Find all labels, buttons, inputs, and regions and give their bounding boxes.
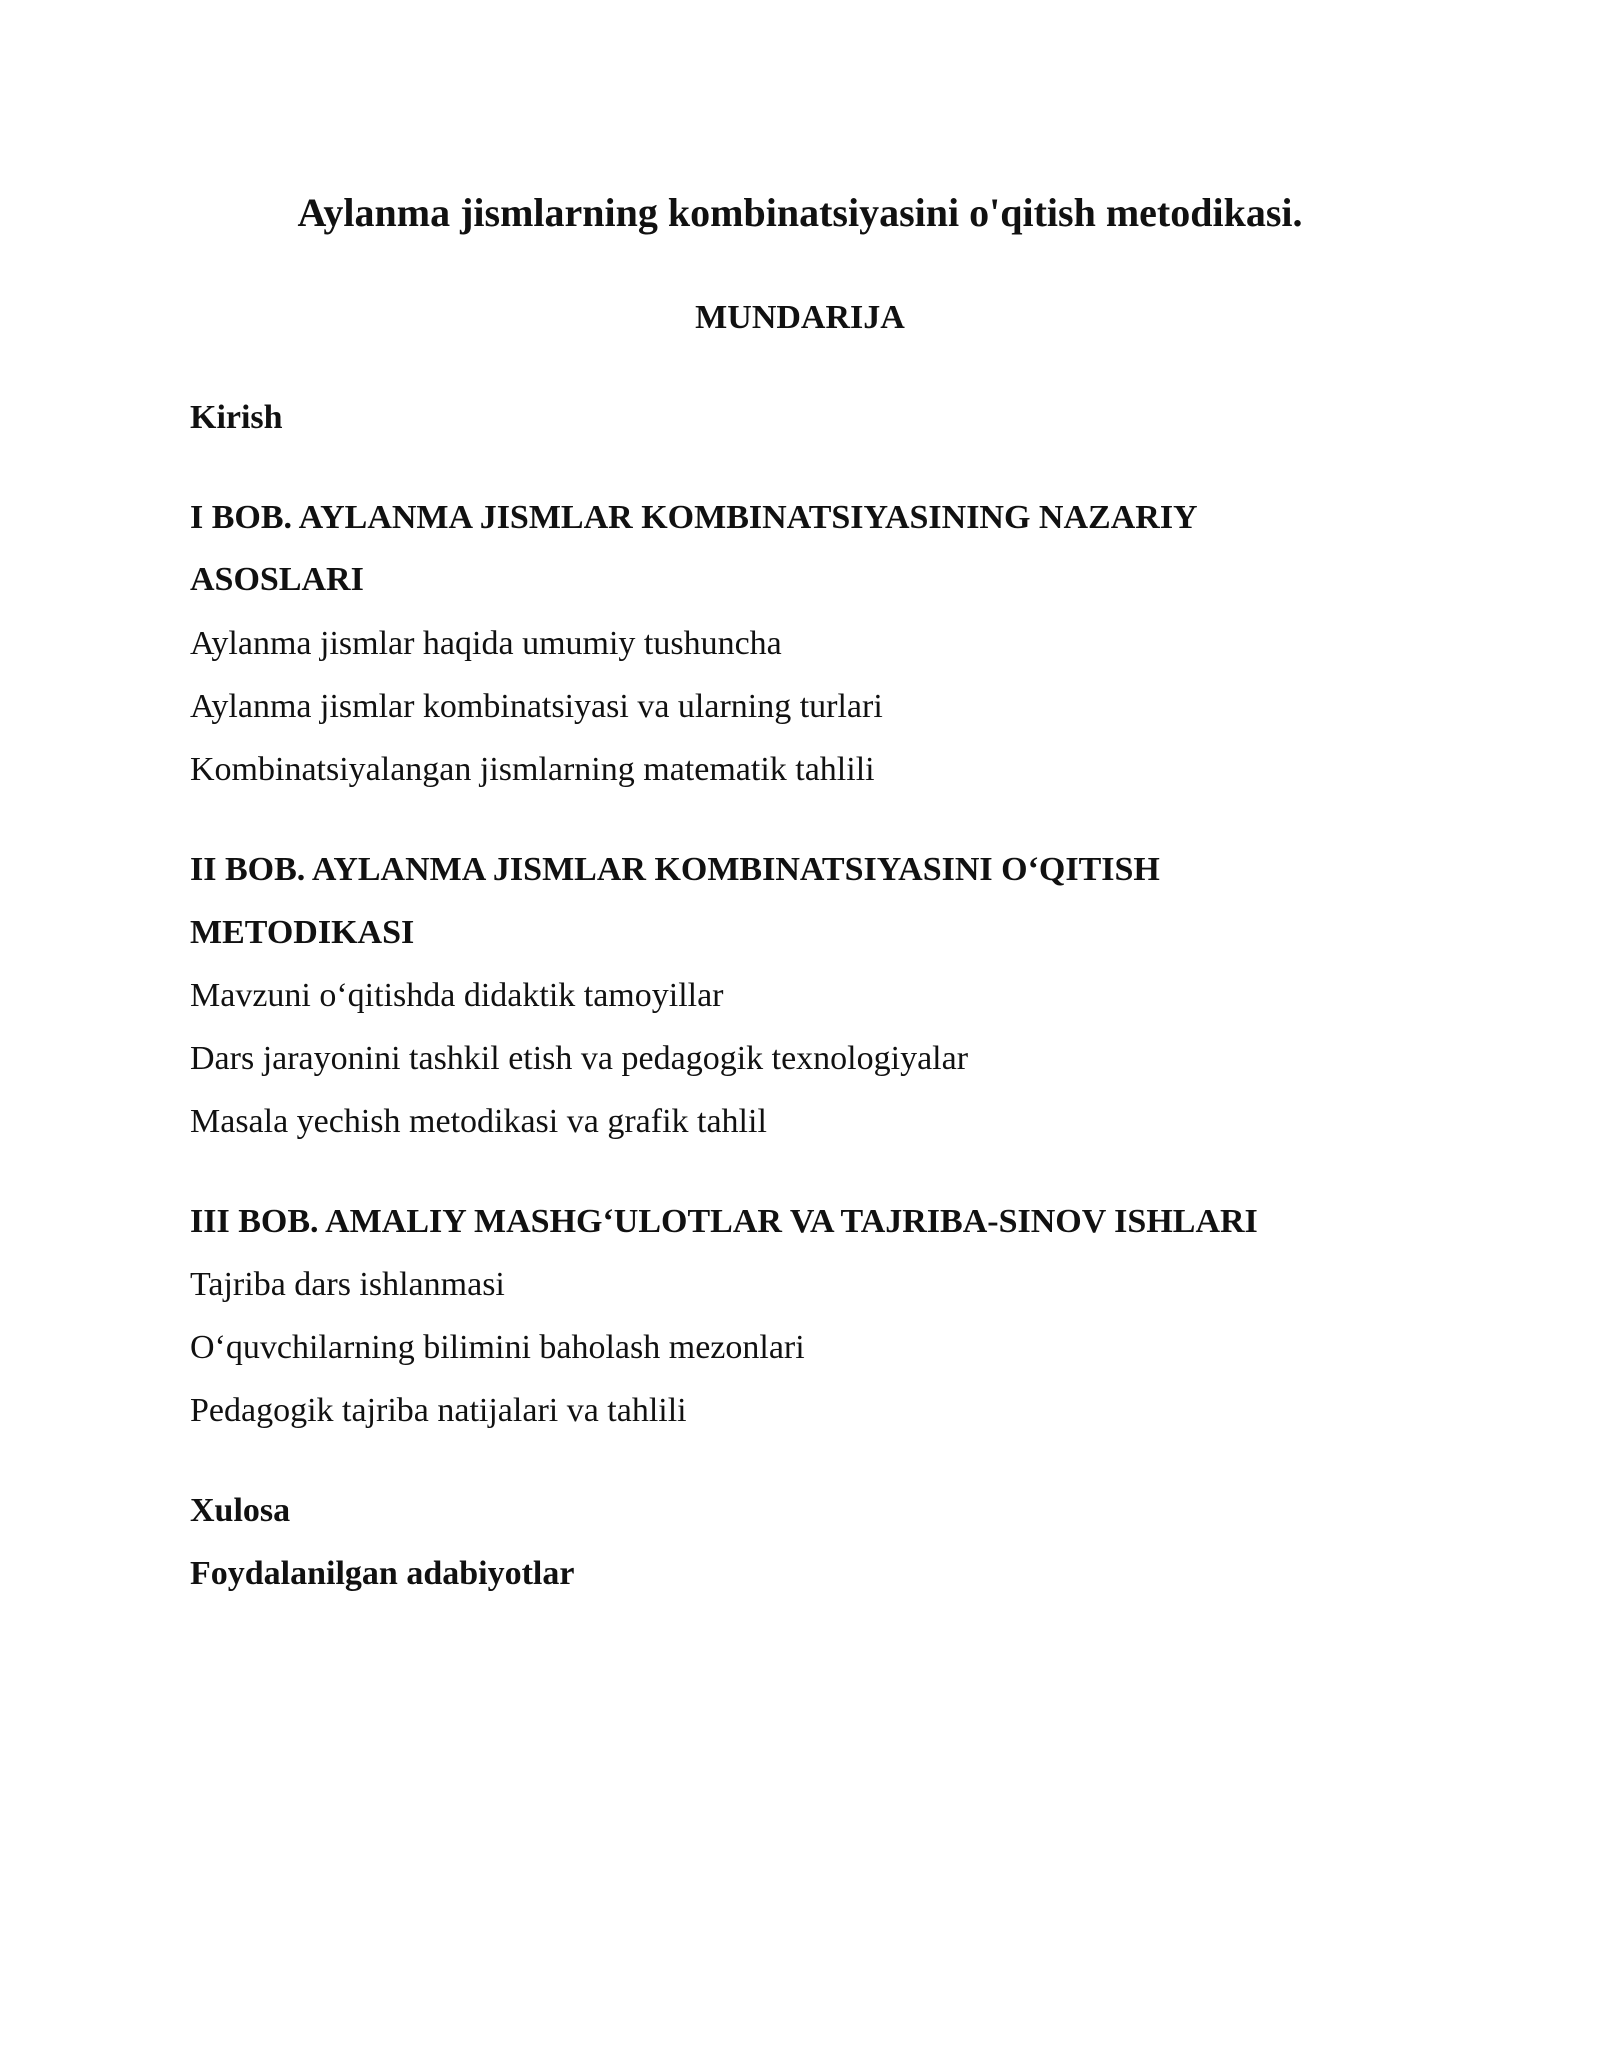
chapter1-item: Kombinatsiyalangan jismlarning matematik tahlili [190,751,875,788]
chapter2-item: Dars jarayonini tashkil etish va pedagogik texnologiyalar [190,1040,969,1077]
chapter2-heading-line2: METODIKASI [190,914,415,951]
chapter2-heading-line1: II BOB. AYLANMA JISMLAR KOMBINATSIYASINI O‘QITISH [190,851,1160,888]
toc-references: Foydalanilgan adabiyotlar [190,1555,575,1592]
toc-heading: MUNDARIJA [695,299,905,336]
chapter1-item: Aylanma jismlar kombinatsiyasi va ularning turlari [190,688,883,725]
chapter3-item: Tajriba dars ishlanmasi [190,1266,505,1303]
chapter1-heading-line1: I BOB. AYLANMA JISMLAR KOMBINATSIYASINING NAZARIY [190,499,1198,536]
chapter2-item: Mavzuni o‘qitishda didaktik tamoyillar [190,977,724,1014]
chapter3-item: Pedagogik tajriba natijalari va tahlili [190,1392,687,1429]
chapter2-item: Masala yechish metodikasi va grafik tahlil [190,1103,767,1140]
toc-intro: Kirish [190,399,283,436]
toc-conclusion: Xulosa [190,1492,291,1529]
chapter3-item: O‘quvchilarning bilimini baholash mezonlari [190,1329,805,1366]
document-title: Aylanma jismlarning kombinatsiyasini o'qitish metodikasi. [297,190,1303,235]
chapter3-heading: III BOB. AMALIY MASHG‘ULOTLAR VA TAJRIBA-SINOV ISHLARI [190,1203,1258,1240]
chapter1-heading-line2: ASOSLARI [190,561,364,598]
chapter1-item: Aylanma jismlar haqida umumiy tushuncha [190,625,782,662]
